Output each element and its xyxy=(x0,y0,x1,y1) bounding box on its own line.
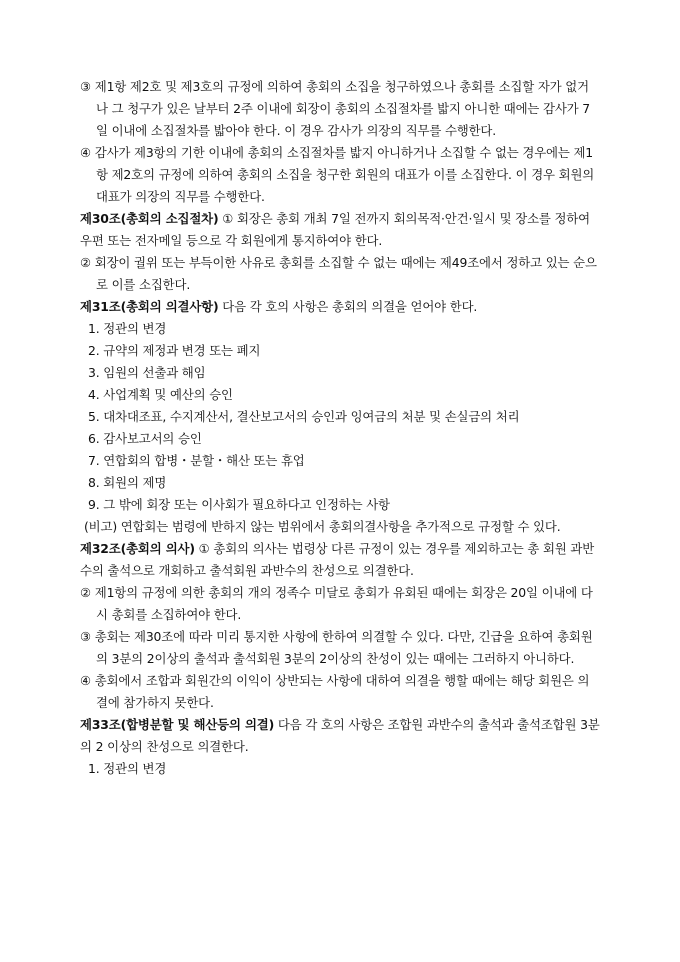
article-31: 제31조(총회의 의결사항) 다음 각 호의 사항은 총회의 의결을 얻어야 한다. xyxy=(80,299,478,314)
paragraph: ④ 총회에서 조합과 회원간의 이익이 상반되는 사항에 대하여 의결을 행할 때에는 해당 회원은 의결에 참가하지 못한다. xyxy=(80,673,590,710)
list-item: 3. 임원의 선출과 해임 xyxy=(88,365,206,380)
article-30: 제30조(총회의 소집절차) ① 회장은 총회 개최 7일 전까지 회의목적·안건·일시 및 장소를 정하여 우편 또는 전자메일 등으로 각 회원에게 통지하여야 한다. xyxy=(80,211,590,248)
list-item: 9. 그 밖에 회장 또는 이사회가 필요하다고 인정하는 사항 xyxy=(88,497,390,512)
paragraph: ④ 감사가 제3항의 기한 이내에 총회의 소집절차를 밟지 아니하거나 소집할 수 없는 경우에는 제1항 제2호의 규정에 의하여 총회의 소집을 청구한 회원의 대표가 이를 소집한다. 이 경우 회원의 대표가 의장의 직무를 수행한다. xyxy=(80,145,595,204)
list-item: 8. 회원의 제명 xyxy=(88,475,167,490)
article-32: 제32조(총회의 의사) ① 총회의 의사는 법령상 다른 규정이 있는 경우를 제외하고는 총 회원 과반수의 출석으로 개회하고 출석회원 과반수의 찬성으로 의결한다. xyxy=(80,541,595,578)
article-title: 제30조(총회의 소집절차) xyxy=(80,211,219,226)
document-body xyxy=(80,76,600,780)
list-item: 4. 사업계획 및 예산의 승인 xyxy=(88,387,233,402)
list-item: 5. 대차대조표, 수지계산서, 결산보고서의 승인과 잉여금의 처분 및 손실금의 처리 xyxy=(88,409,520,424)
list-item: 1. 정관의 변경 xyxy=(88,321,167,336)
paragraph: ② 제1항의 규정에 의한 총회의 개의 정족수 미달로 총회가 유회된 때에는 회장은 20일 이내에 다시 총회를 소집하여야 한다. xyxy=(80,585,593,622)
list-item: 7. 연합회의 합병・분할・해산 또는 휴업 xyxy=(88,453,305,468)
article-title: 제33조(합병분할 및 해산등의 의결) xyxy=(80,717,275,732)
list-item: 6. 감사보고서의 승인 xyxy=(88,431,202,446)
paragraph: ③ 총회는 제30조에 따라 미리 통지한 사항에 한하여 의결할 수 있다. 다만, 긴급을 요하여 총회원의 3분의 2이상의 출석과 출석회원 3분의 2이상의 찬성이 있는 때에는 그러하지 아니하다. xyxy=(80,629,593,666)
paragraph: ③ 제1항 제2호 및 제3호의 규정에 의하여 총회의 소집을 청구하였으나 총회를 소집할 자가 없거나 그 청구가 있은 날부터 2주 이내에 회장이 총회의 소집절차를 밟지 아니한 때에는 감사가 7일 이내에 소집절차를 밟아야 한다. 이 경우 감사가 의장의 직무를 수행한다. xyxy=(80,79,591,138)
note-paragraph: (비고) 연합회는 범령에 반하지 않는 범위에서 총회의결사항을 추가적으로 규정할 수 있다. xyxy=(84,519,561,534)
paragraph: ② 회장이 궐위 또는 부득이한 사유로 총회를 소집할 수 없는 때에는 제49조에서 정하고 있는 순으로 이를 소집한다. xyxy=(80,255,597,292)
article-33: 제33조(합병분할 및 해산등의 의결) 다음 각 호의 사항은 조합원 과반수의 출석과 출석조합원 3분의 2 이상의 찬성으로 의결한다. xyxy=(80,717,600,754)
list-item: 2. 규약의 제정과 변경 또는 폐지 xyxy=(88,343,261,358)
article-title: 제31조(총회의 의결사항) xyxy=(80,299,219,314)
list-item: 1. 정관의 변경 xyxy=(88,761,167,776)
article-title: 제32조(총회의 의사) xyxy=(80,541,195,556)
